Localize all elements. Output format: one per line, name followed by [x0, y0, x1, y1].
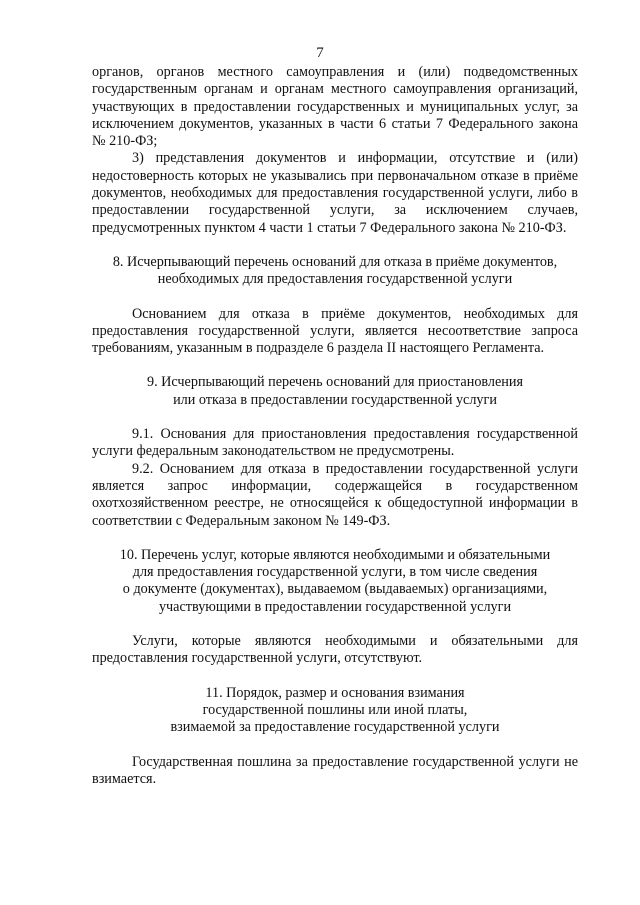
section-10-heading-line: участвующими в предоставлении государственной услуги: [158, 598, 512, 615]
paragraph-item-3: 3) представления документов и информации, отсутствие и (или) недостоверность которых не указывались при первоначальном отказе в приёме документов, необходимых для предоставления государственной услуги, либо в предоставлении государственной услуги, за исключением случаев, предусмотренных пунктом 4 части 1 статьи 7 Федерального закона № 210-ФЗ.: [92, 150, 578, 236]
section-9-heading-line: 9. Исчерпывающий перечень оснований для приостановления: [146, 374, 524, 391]
section-11-heading-line: 11. Порядок, размер и основания взимания: [205, 684, 465, 701]
document-body: [92, 64, 578, 788]
section-11-heading-line: взимаемой за предоставление государственной услуги: [170, 719, 500, 736]
section-8-heading: [92, 254, 578, 289]
section-8-heading-line: необходимых для предоставления государственной услуги: [157, 271, 513, 288]
section-9-heading: [92, 374, 578, 409]
page-number: 7: [316, 45, 324, 61]
paragraph-9-2: 9.2. Основанием для отказа в предоставлении государственной услуги является запрос информации, содержащейся в государственном охотхозяйственном реестре, не относящейся к общедоступной информации в соответствии с Федеральным законом № 149-ФЗ.: [92, 460, 578, 529]
section-11-heading-line: государственной пошлины или иной платы,: [202, 701, 468, 718]
section-10-heading: [92, 547, 578, 616]
section-9-heading-line: или отказа в предоставлении государственной услуги: [173, 391, 497, 408]
paragraph-continuation: органов, органов местного самоуправления и (или) подведомственных государственным органам и органам местного самоуправления организаций, участвующих в предоставлении государственных и муниципальных услуг, за исключением документов, указанных в части 6 статьи 7 Федерального закона № 210-ФЗ;: [92, 64, 578, 150]
section-10-heading-line: о документе (документах), выдаваемом (выдаваемых) организациями,: [122, 581, 548, 598]
section-11-heading: [92, 685, 578, 737]
paragraph-section-11: Государственная пошлина за предоставление государственной услуги не взимается.: [92, 753, 578, 787]
section-10-heading-line: для предоставления государственной услуги, в том числе сведения: [132, 564, 538, 581]
paragraph-section-10: Услуги, которые являются необходимыми и обязательными для предоставления государственной услуги, отсутствуют.: [92, 633, 578, 667]
section-8-heading-line: 8. Исчерпывающий перечень оснований для отказа в приёме документов,: [112, 253, 558, 270]
paragraph-section-8: Основанием для отказа в приёме документов, необходимых для предоставления государственной услуги, является несоответствие запроса требованиям, указанным в подразделе 6 раздела II настоящего Регламента.: [92, 305, 578, 357]
paragraph-9-1: 9.1. Основания для приостановления предоставления государственной услуги федеральным законодательством не предусмотрены.: [92, 426, 578, 460]
section-10-heading-line: 10. Перечень услуг, которые являются необходимыми и обязательными: [119, 546, 551, 563]
